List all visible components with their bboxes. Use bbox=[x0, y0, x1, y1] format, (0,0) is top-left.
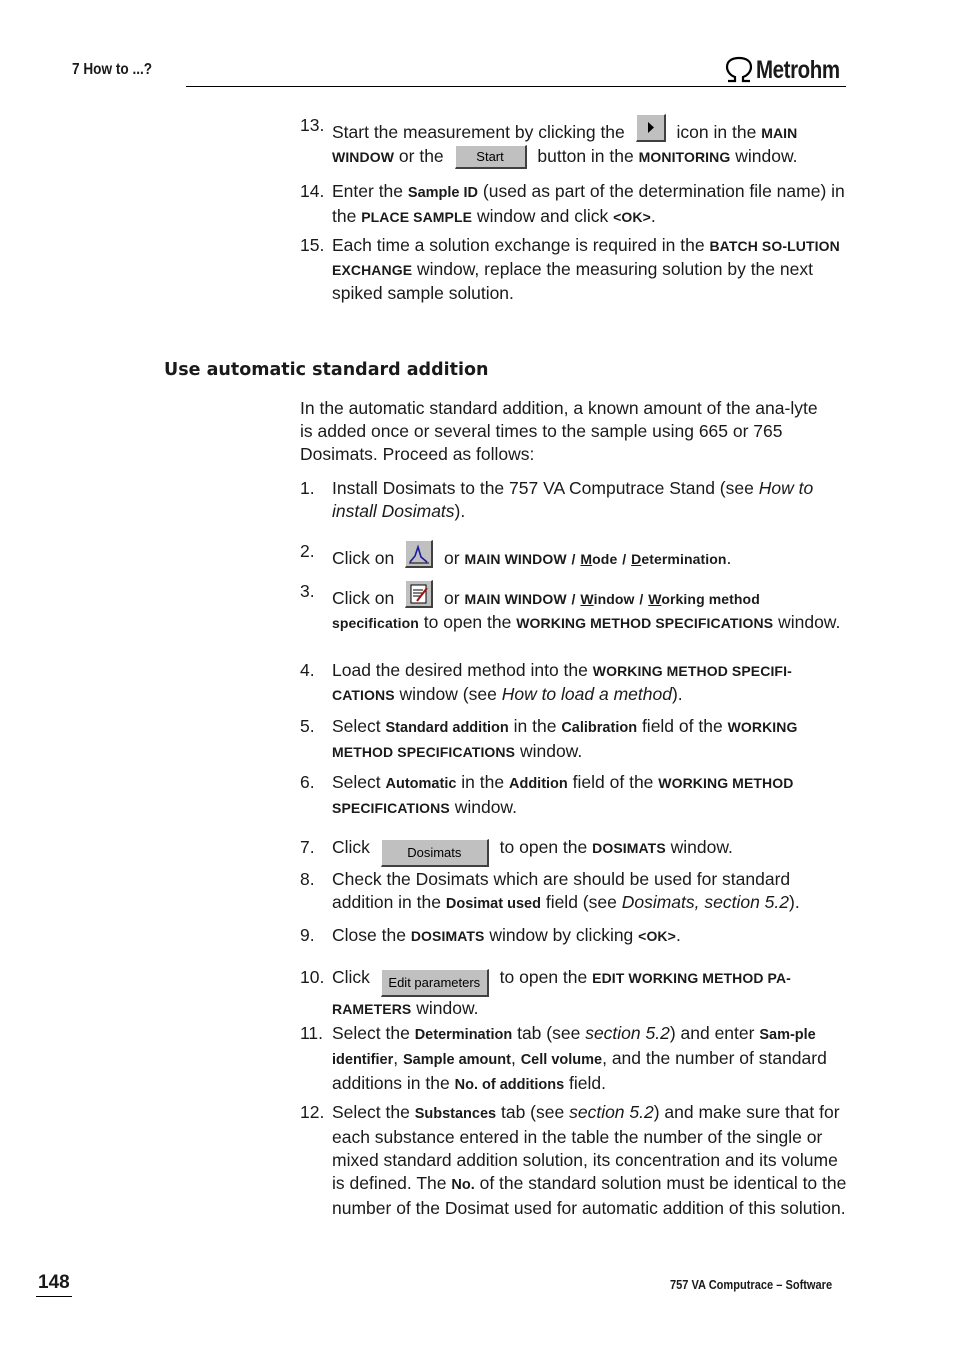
step-text: Click Dosimats to open the DOSIMATS window. bbox=[332, 836, 848, 867]
page-number: 148 bbox=[38, 1272, 70, 1293]
step-text: Load the desired method into the WORKING METHOD SPECIFI-CATIONS window (see How to load a method). bbox=[332, 660, 792, 704]
step-text: Select the Substances tab (see section 5.2) and make sure that for each substance entered in the table the number of the single or mixed standard addition solution, its concentration and its volume is defined. The No. of the standard solution must be identical to the number of the Dosimat used for automatic addition of this solution. bbox=[332, 1102, 847, 1218]
edit-parameters-button[interactable]: Edit parameters bbox=[381, 969, 489, 997]
step-number: 12. bbox=[300, 1102, 325, 1122]
step-number: 8. bbox=[300, 869, 315, 889]
step-number: 4. bbox=[300, 660, 315, 680]
step-text: Select Standard addition in the Calibration field of the WORKING METHOD SPECIFICATIONS window. bbox=[332, 716, 798, 761]
step-number: 10. bbox=[300, 967, 325, 987]
logo-text: Metrohm bbox=[756, 55, 840, 84]
document-title: 757 VA Computrace – Software bbox=[670, 1277, 833, 1292]
step-text: Click on or MAIN WINDOW / Window / Working method specification to open the WORKING METHOD SPECIFICATIONS window. bbox=[332, 580, 848, 635]
step-text: Enter the Sample ID (used as part of the determination file name) in the PLACE SAMPLE window and click <OK>. bbox=[332, 181, 845, 226]
cross-reference[interactable]: section 5.2 bbox=[585, 1023, 670, 1043]
step-text: Click on or MAIN WINDOW / Mode / Determination. bbox=[332, 540, 848, 571]
step-number: 9. bbox=[300, 925, 315, 945]
play-icon bbox=[638, 116, 664, 140]
intro-paragraph: In the automatic standard addition, a known amount of the ana-lyte is added once or several times to the sample using 665 or 765 Dosimats. Proceed as follows: bbox=[300, 398, 818, 464]
step-text: Install Dosimats to the 757 VA Computrace Stand (see How to install Dosimats). bbox=[332, 478, 814, 521]
cross-reference[interactable]: Dosimats, section 5.2 bbox=[621, 892, 790, 912]
section-title: Use automatic standard addition bbox=[164, 360, 489, 380]
chapter-header: 7 How to ...? bbox=[72, 61, 153, 78]
working-method-icon-button[interactable] bbox=[405, 580, 433, 608]
omega-icon bbox=[724, 56, 754, 84]
step-text: Start the measurement by clicking the icon in the MAIN WINDOW or the Start button in the MONITORING window. bbox=[332, 114, 848, 169]
step-number: 1. bbox=[300, 478, 315, 498]
metrohm-logo bbox=[724, 55, 858, 85]
step-number: 2. bbox=[300, 541, 315, 561]
cross-reference[interactable]: section 5.2 bbox=[569, 1102, 654, 1122]
step-number: 3. bbox=[300, 581, 315, 601]
step-number: 6. bbox=[300, 772, 315, 792]
step-text: Click Edit parameters to open the EDIT WORKING METHOD PA-RAMETERS window. bbox=[332, 967, 791, 1018]
step-text: Check the Dosimats which are should be used for standard addition in the Dosimat used field (see Dosimats, section 5.2). bbox=[332, 869, 800, 912]
start-button[interactable]: Start bbox=[455, 145, 527, 169]
cross-reference[interactable]: How to load a method bbox=[501, 684, 672, 704]
step-number: 5. bbox=[300, 716, 315, 736]
step-text: Select Automatic in the Addition field of the WORKING METHOD SPECIFICATIONS window. bbox=[332, 772, 794, 817]
play-icon-button[interactable] bbox=[636, 114, 666, 142]
step-number: 11. bbox=[300, 1023, 324, 1043]
footer-rule bbox=[36, 1296, 72, 1297]
header-rule bbox=[186, 86, 846, 87]
curve-chart-icon bbox=[407, 542, 431, 566]
step-text: Close the DOSIMATS window by clicking <OK>. bbox=[332, 925, 681, 945]
step-text: Each time a solution exchange is required in the BATCH SO-LUTION EXCHANGE window, replace the measuring solution by the next spiked sample solution. bbox=[332, 235, 840, 303]
step-number: 13. bbox=[300, 115, 325, 135]
step-number: 14. bbox=[300, 181, 325, 201]
dosimats-button[interactable]: Dosimats bbox=[381, 839, 489, 867]
step-text: Select the Determination tab (see section 5.2) and enter Sam-ple identifier, Sample amount, Cell volume, and the number of standard additions in the No. of additions field. bbox=[332, 1023, 827, 1093]
cross-reference[interactable]: How to install Dosimats bbox=[332, 478, 814, 521]
determination-icon-button[interactable] bbox=[405, 540, 433, 568]
edit-document-icon bbox=[407, 582, 431, 606]
step-number: 15. bbox=[300, 235, 325, 255]
step-number: 7. bbox=[300, 837, 315, 857]
